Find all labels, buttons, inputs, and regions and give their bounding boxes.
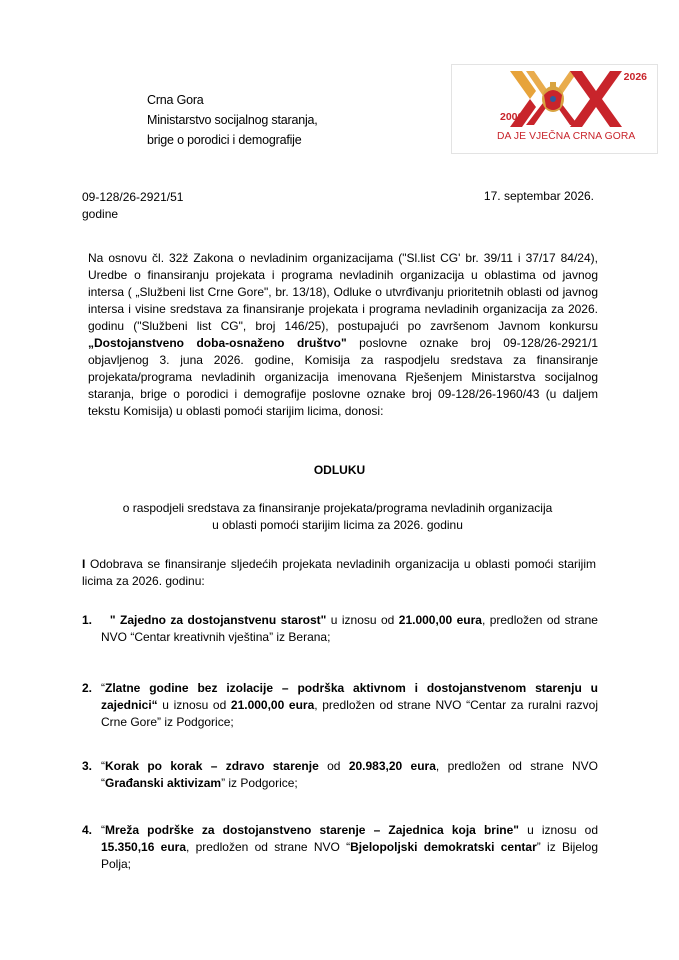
project-amount: 20.983,20 eura [348, 759, 436, 773]
project-amount: 15.350,16 eura [101, 840, 187, 854]
item-prefix: “ [101, 681, 105, 695]
ministry-name-line2: brige o porodici i demografije [147, 133, 302, 147]
project-title: " Zajedno za dostojanstvenu starost" [109, 613, 327, 627]
project-title: Mreža podrške za dostojanstveno starenje – Zajednica koja brine" [105, 823, 519, 837]
logo-year-left: 2006 [500, 111, 524, 123]
reference-suffix: godine [82, 207, 119, 221]
item-number: 2. [82, 681, 93, 695]
project-title: Korak po korak – zdravo starenje [105, 759, 319, 773]
section-one [82, 556, 596, 590]
logo-year-right: 2026 [623, 71, 647, 83]
item-text: u iznosu od [518, 823, 598, 837]
ministry-header [147, 90, 318, 150]
item-body [101, 612, 602, 646]
item-body [101, 758, 598, 792]
organization-name: Građanski aktivizam [105, 776, 222, 790]
item-number: 1. [82, 613, 93, 627]
decision-subtitle-line1: o raspodjeli sredstava za finansiranje projekata/programa nevladinih organizacija [122, 501, 553, 515]
ministry-name-line1: Ministarstvo socijalnog staranja, [147, 113, 318, 127]
decision-title: ODLUKU [313, 463, 366, 477]
item-text: u iznosu od [157, 698, 231, 712]
intro-text-2: poslovne oznake broj 09-128/26-2921/1 objavljenog 3. juna 2026. godine, Komisija za raspodjelu sredstava za finansiranje projekata/programa nevladinih organizacija imenovana Rješenjem Ministarstva socijalnog staranja, brige o porodici i demografije poslovne oznake broj 09-128/26-1960/43 (u daljem tekstu Komisija) u oblasti pomoći starijim licima, donosi: [88, 336, 598, 418]
organization-name: Bjelopoljski demokratski centar [350, 840, 537, 854]
item-number: 3. [82, 759, 93, 773]
intro-text-1: Na osnovu čl. 32ž Zakona o nevladinim organizacijama ("Sl.list CG' br. 39/11 i 37/17 84/24), Uredbe o finansiranju projekata i programa nevladinih organizacija u oblastima od javnog intersa ( „Službeni list Crne Gore", br. 13/18), Odluke o utvrđivanju prioritetnih oblasti od javnog intersa i visine sredstava za finansiranje projekata i programa nevladinih organizacija za 2026. godinu ("Službeni list CG", broj 146/25), postupajući po završenom Javnom konkursu [88, 251, 598, 333]
list-item [82, 680, 598, 731]
item-text: od [318, 759, 349, 773]
country-name: Crna Gora [147, 93, 204, 107]
list-item [82, 822, 598, 873]
logo-motto: DA JE VJEČNA CRNA GORA [497, 131, 636, 142]
item-text: , predložen od strane NVO “ [186, 840, 351, 854]
contest-name: „Dostojanstveno doba-osnaženo društvo" [88, 336, 347, 350]
item-text: , predložen od strane NVO “Centar kreativnih vještina” iz Berana; [101, 613, 602, 644]
project-amount: 21.000,00 eura [230, 698, 315, 712]
section-roman-numeral: I [82, 557, 86, 571]
item-text: ” iz Bijelog Polja; [101, 840, 599, 871]
project-amount: 21.000,00 eura [398, 613, 482, 627]
reference-number: 09-128/26-2921/51 [82, 190, 184, 204]
item-prefix [101, 613, 110, 627]
anniversary-logo [451, 64, 658, 154]
project-title: Zlatne godine bez izolacije – podrška aktivnom i dostojanstvenom starenju u zajednici“ [101, 681, 598, 712]
decision-subtitle-line2: u oblasti pomoći starijim licima za 2026. godinu [212, 518, 463, 532]
section-one-text: Odobrava se finansiranje sljedećih projekata nevladinih organizacija u oblasti pomoći starijim licima za 2026. godinu: [82, 557, 596, 588]
reference-block [82, 189, 183, 223]
item-prefix: “ [101, 759, 105, 773]
item-text: , predložen od strane NVO “Centar za ruralni razvoj Crne Gore” iz Podgorice; [101, 698, 598, 729]
item-body [101, 680, 598, 731]
item-prefix: “ [101, 823, 105, 837]
item-number: 4. [82, 823, 93, 837]
document-date: 17. septembar 2026. [483, 189, 594, 203]
decision-subtitle [80, 500, 595, 534]
list-item [82, 758, 598, 792]
item-text: ” iz Podgorice; [221, 776, 298, 790]
item-text: u iznosu od [326, 613, 399, 627]
item-body [101, 822, 598, 873]
intro-paragraph [88, 250, 598, 420]
item-text: , predložen od strane NVO “ [101, 759, 598, 790]
list-item [82, 612, 602, 646]
